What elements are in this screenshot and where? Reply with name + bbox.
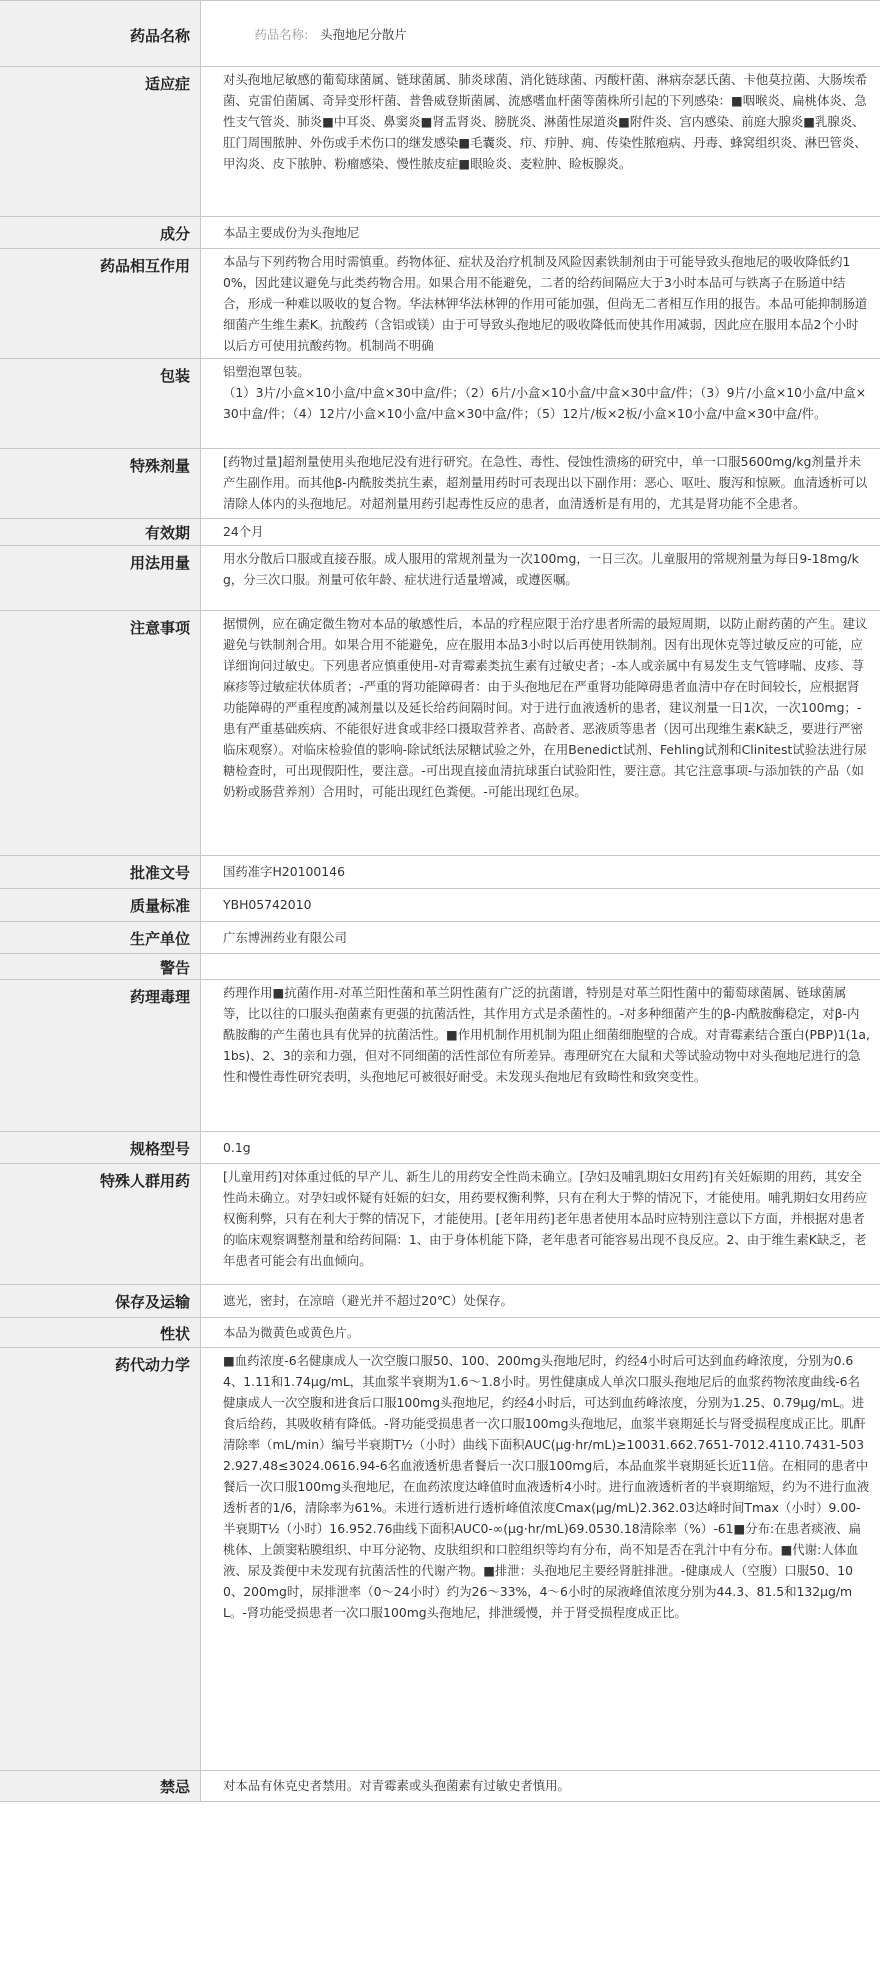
label-cell bbox=[0, 980, 201, 1131]
overdose-text: [药物过量]超剂量使用头孢地尼没有进行研究。在急性、毒性、侵蚀性溃疡的研究中，单一口服5600mg/kg剂量并未产生副作用。而其他β-内酰胺类抗生素，超剂量用药时可表现出以下副作用：恶心、呕吐、腹泻和惊厥。血清透析可以清除人体内的头孢地尼。对超剂量用药引起毒性反应的患者，血清透析是有用的，尤其是肾功能不全患者。 bbox=[223, 454, 868, 511]
value-cell bbox=[201, 449, 880, 518]
row-appearance bbox=[0, 1318, 880, 1348]
label-cell bbox=[0, 856, 201, 888]
row-package bbox=[0, 359, 880, 449]
approval-text: 国药准字H20100146 bbox=[223, 864, 345, 879]
indications-text: 对头孢地尼敏感的葡萄球菌属、链球菌属、肺炎球菌、消化链球菌、丙酸杆菌、淋病奈瑟氏菌、卡他莫拉菌、大肠埃希菌、克雷伯菌属、奇异变形杆菌、普鲁威登斯菌属、流感嗜血杆菌等菌株所引起的下列感染：■咽喉炎、扁桃体炎、急性支气管炎、肺炎■中耳炎、鼻窦炎■肾盂肾炎、膀胱炎、淋菌性尿道炎■附件炎、宫内感染、前庭大腺炎■乳腺炎、肛门周围脓肿、外伤或手术伤口的继发感染■毛囊炎、疖、疖肿、痈、传染性脓疱病、丹毒、蜂窝组织炎、淋巴管炎、甲沟炎、皮下脓肿、粉瘤感染、慢性脓皮症■眼睑炎、麦粒肿、睑板腺炎。 bbox=[223, 72, 868, 171]
row-label: 药理毒理 bbox=[129, 988, 190, 1006]
value-cell bbox=[201, 1348, 880, 1770]
row-label: 质量标准 bbox=[129, 897, 190, 915]
value-cell bbox=[201, 359, 880, 448]
row-drug-name bbox=[0, 0, 880, 67]
row-label: 特殊剂量 bbox=[129, 457, 190, 475]
value-cell bbox=[201, 954, 880, 979]
interactions-text: 本品与下列药物合用时需慎重。药物体征、症状及治疗机制及风险因素铁制剂由于可能导致头孢地尼的吸收降低约10%，因此建议避免与此类药物合用。如果合用不能避免，二者的给药间隔应大于3小时本品可与铁离子在肠道中结合，形成一种难以吸收的复合物。华法林钾华法林钾的作用可能加强，但尚无二者相互作用的报告。本品可能抑制肠道细菌产生维生素K。抗酸药（含铝或镁）由于可导致头孢地尼的吸收降低而使其作用减弱，因此应在服用本品2个小时以后方可使用抗酸药物。机制尚不明确 bbox=[223, 254, 868, 353]
row-toxicology bbox=[0, 980, 880, 1132]
row-label: 包装 bbox=[159, 367, 190, 385]
label-cell bbox=[0, 1164, 201, 1284]
label-cell bbox=[0, 359, 201, 448]
label-cell bbox=[0, 611, 201, 855]
label-cell bbox=[0, 1285, 201, 1317]
value-cell bbox=[201, 1318, 880, 1347]
row-storage bbox=[0, 1285, 880, 1318]
storage-text: 遮光，密封，在凉暗（避光并不超过20℃）处保存。 bbox=[223, 1293, 513, 1308]
row-indications bbox=[0, 67, 880, 217]
label-cell bbox=[0, 546, 201, 610]
generic-name-value: 头孢地尼分散片 bbox=[320, 27, 407, 42]
contraindications-text: 对本品有休克史者禁用。对青霉素或头孢菌素有过敏史者慎用。 bbox=[223, 1778, 570, 1793]
validity-text: 24个月 bbox=[223, 524, 264, 539]
row-label: 保存及运输 bbox=[114, 1293, 190, 1311]
value-cell bbox=[201, 67, 880, 216]
label-cell bbox=[0, 249, 201, 358]
value-cell bbox=[201, 980, 880, 1131]
manufacturer-text: 广东博洲药业有限公司 bbox=[223, 930, 347, 945]
value-cell bbox=[201, 217, 880, 248]
value-cell bbox=[201, 611, 880, 855]
label-cell bbox=[0, 449, 201, 518]
value-cell bbox=[201, 519, 880, 545]
row-precautions bbox=[0, 611, 880, 856]
row-label: 药品名称 bbox=[129, 27, 190, 45]
value-cell bbox=[201, 1285, 880, 1317]
generic-name-line bbox=[223, 3, 870, 66]
ingredients-text: 本品主要成份为头孢地尼 bbox=[223, 225, 360, 240]
row-pharmacokinetics bbox=[0, 1348, 880, 1771]
row-label: 注意事项 bbox=[129, 619, 190, 637]
package-text: 铝塑泡罩包装。 （1）3片/小盒×10小盒/中盒×30中盒/件；（2）6片/小盒×10小盒/中盒×30中盒/件；（3）9片/小盒×10小盒/中盒×30中盒/件；（4）12片/小盒×10小盒/中盒×30中盒/件；（5）12片/板×2板/小盒×10小盒/中盒×30中盒/件。 bbox=[223, 364, 867, 421]
row-interactions bbox=[0, 249, 880, 359]
dosage-text: 用水分散后口服或直接吞服。成人服用的常规剂量为一次100mg，一日三次。儿童服用的常规剂量为每日9-18mg/kg，分三次口服。剂量可依年龄、症状进行适量增减，或遵医嘱。 bbox=[223, 551, 859, 587]
generic-name-key: 药品名称: bbox=[254, 27, 309, 42]
spec-text: 0.1g bbox=[223, 1140, 251, 1155]
label-cell bbox=[0, 1318, 201, 1347]
row-label: 成分 bbox=[159, 225, 190, 243]
row-validity bbox=[0, 519, 880, 546]
row-label: 药代动力学 bbox=[114, 1356, 190, 1374]
value-cell bbox=[201, 1771, 880, 1801]
label-cell bbox=[0, 1, 201, 66]
row-label: 用法用量 bbox=[129, 554, 190, 572]
row-label: 生产单位 bbox=[129, 930, 190, 948]
special-population-text: [儿童用药]对体重过低的早产儿、新生儿的用药安全性尚未确立。[孕妇及哺乳期妇女用药]有关妊娠期的用药，其安全性尚未确立。对孕妇或怀疑有妊娠的妇女，用药要权衡利弊，只有在利大于弊的情况下，才能使用。哺乳期妇女用药应权衡利弊，只有在利大于弊的情况下，才能使用。[老年用药]老年患者使用本品时应特别注意以下方面，并根据对患者的临床观察调整剂量和给药间隔：1、由于身体机能下降，老年患者可能容易出现不良反应。2、由于维生素K缺乏，老年患者可能会有出血倾向。 bbox=[223, 1169, 868, 1268]
value-cell bbox=[201, 1132, 880, 1163]
row-warning bbox=[0, 954, 880, 980]
label-cell bbox=[0, 519, 201, 545]
pharmacokinetics-text: ■血药浓度-6名健康成人一次空腹口服50、100、200mg头孢地尼时，约经4小时后可达到血药峰浓度，分别为0.64、1.11和1.74μg/mL，其血浆半衰期为1.6～1.8小时。男性健康成人单次口服头孢地尼后的血浆药物浓度曲线-6名健康成人一次空腹和进食后口服100mg头孢地尼，约经4小时后，可达到血药峰浓度，分别为1.25、0.79μg/mL。进食后给药，其吸收稍有降低。-肾功能受损患者一次口服100mg头孢地尼，血浆半衰期延长与肾受损程度成正比。肌酐清除率（mL/min）编号半衰期T½（小时）曲线下面积AUC(μg·hr/mL)≥10031.662.7651-7012.4110.7431-5032.927.48≤3024.0616.94-6名血液透析患者餐后一次口服100mg后，本品血浆半衰期延长近11倍。在相同的患者中餐后一次口服100mg头孢地尼，在血药浓度达峰值时血液透析4小时。进行血液透析者的半衰期缩短，约为不进行血液透析者的1/6，清除率为61%。未进行透析进行透析峰值浓度Cmax(μg/mL)2.362.03达峰时间Tmax（小时）9.00-半衰期T½（小时）16.952.76曲线下面积AUC0-∞(μg·hr/mL)69.0530.18清除率（%）-61■分布:在患者痰液、扁桃体、上颌窦粘膜组织、中耳分泌物、皮肤组织和口腔组织等均有分布，尚不知是否在乳汁中有分布。■代谢:人体血液、尿及粪便中未发现有抗菌活性的代谢产物。■排泄：头孢地尼主要经肾脏排泄。-健康成人（空腹）口服50、100、200mg时，尿排泄率（0～24小时）约为26～33%，4～6小时的尿液峰值浓度分别为44.3、81.5和132μg/mL。-肾功能受损患者一次口服100mg头孢地尼，排泄缓慢，并于肾受损程度成正比。 bbox=[223, 1353, 870, 1620]
label-cell bbox=[0, 889, 201, 921]
value-cell bbox=[201, 922, 880, 953]
row-manufacturer bbox=[0, 922, 880, 954]
label-cell bbox=[0, 954, 201, 979]
precautions-text: 据惯例，应在确定微生物对本品的敏感性后，本品的疗程应限于治疗患者所需的最短周期，以防止耐药菌的产生。建议避免与铁制剂合用。如果合用不能避免，应在服用本品3小时以后再使用铁制剂。因有出现休克等过敏反应的可能，应详细询问过敏史。下列患者应慎重使用-对青霉素类抗生素有过敏史者；-本人或亲属中有易发生支气管哮喘、皮疹、荨麻疹等过敏症状体质者；-严重的肾功能障碍者：由于头孢地尼在严重肾功能障碍患者血清中存在时间较长，应根据肾功能障碍的严重程度酌减剂量以及延长给药间隔时间。对于进行血液透析的患者，建议剂量一日1次，一次100mg；-患有严重基础疾病、不能很好进食或非经口摄取营养者、高龄者、恶液质等患者（因可出现维生素K缺乏，要进行严密临床观察）。对临床检验值的影响-除试纸法尿糖试验之外，在用Benedict试剂、Fehling试剂和Clinitest试验法进行尿糖检查时，可出现假阳性，要注意。-可出现直接血清抗球蛋白试验阳性，要注意。其它注意事项-与添加铁的产品（如奶粉或肠营养剂）合用时，可能出现红色粪便。-可能出现红色尿。 bbox=[223, 616, 868, 799]
row-standard bbox=[0, 889, 880, 922]
row-label: 药品相互作用 bbox=[99, 257, 190, 275]
row-label: 批准文号 bbox=[129, 864, 190, 882]
standard-text: YBH05742010 bbox=[223, 897, 312, 912]
value-cell bbox=[201, 856, 880, 888]
value-cell bbox=[201, 1164, 880, 1284]
label-cell bbox=[0, 1348, 201, 1770]
label-cell bbox=[0, 1132, 201, 1163]
row-ingredients bbox=[0, 217, 880, 249]
row-label: 特殊人群用药 bbox=[99, 1172, 190, 1190]
row-label: 禁忌 bbox=[159, 1778, 190, 1796]
toxicology-text: 药理作用■抗菌作用-对革兰阳性菌和革兰阴性菌有广泛的抗菌谱，特别是对革兰阳性菌中的葡萄球菌属、链球菌属等，比以往的口服头孢菌素有更强的抗菌活性，其作用方式是杀菌性的。-对多种细菌产生的β-内酰胺酶稳定，对β-内酰胺酶的产生菌也具有优异的抗菌活性。■作用机制作用机制为阻止细菌细胞壁的合成。对青霉素结合蛋白(PBP)1(1a,1bs)、2、3的亲和力强，但对不同细菌的活性部位有所差异。毒理研究在大鼠和犬等试验动物中对头孢地尼进行的急性和慢性毒性研究表明，头孢地尼可被很好耐受。未发现头孢地尼有致畸性和致突变性。 bbox=[223, 985, 870, 1084]
label-cell bbox=[0, 217, 201, 248]
appearance-text: 本品为微黄色或黄色片。 bbox=[223, 1325, 360, 1340]
row-label: 有效期 bbox=[144, 524, 190, 542]
row-label: 适应症 bbox=[144, 75, 190, 93]
label-cell bbox=[0, 67, 201, 216]
label-cell bbox=[0, 1771, 201, 1801]
value-cell bbox=[201, 1, 880, 66]
row-dosage bbox=[0, 546, 880, 611]
row-overdose bbox=[0, 449, 880, 519]
row-label: 性状 bbox=[159, 1325, 190, 1343]
value-cell bbox=[201, 546, 880, 610]
row-label: 规格型号 bbox=[129, 1140, 190, 1158]
row-approval bbox=[0, 856, 880, 889]
row-spec bbox=[0, 1132, 880, 1164]
label-cell bbox=[0, 922, 201, 953]
row-label: 警告 bbox=[159, 959, 190, 977]
row-contraindications bbox=[0, 1771, 880, 1802]
value-cell bbox=[201, 889, 880, 921]
value-cell bbox=[201, 249, 880, 358]
row-special-population bbox=[0, 1164, 880, 1285]
